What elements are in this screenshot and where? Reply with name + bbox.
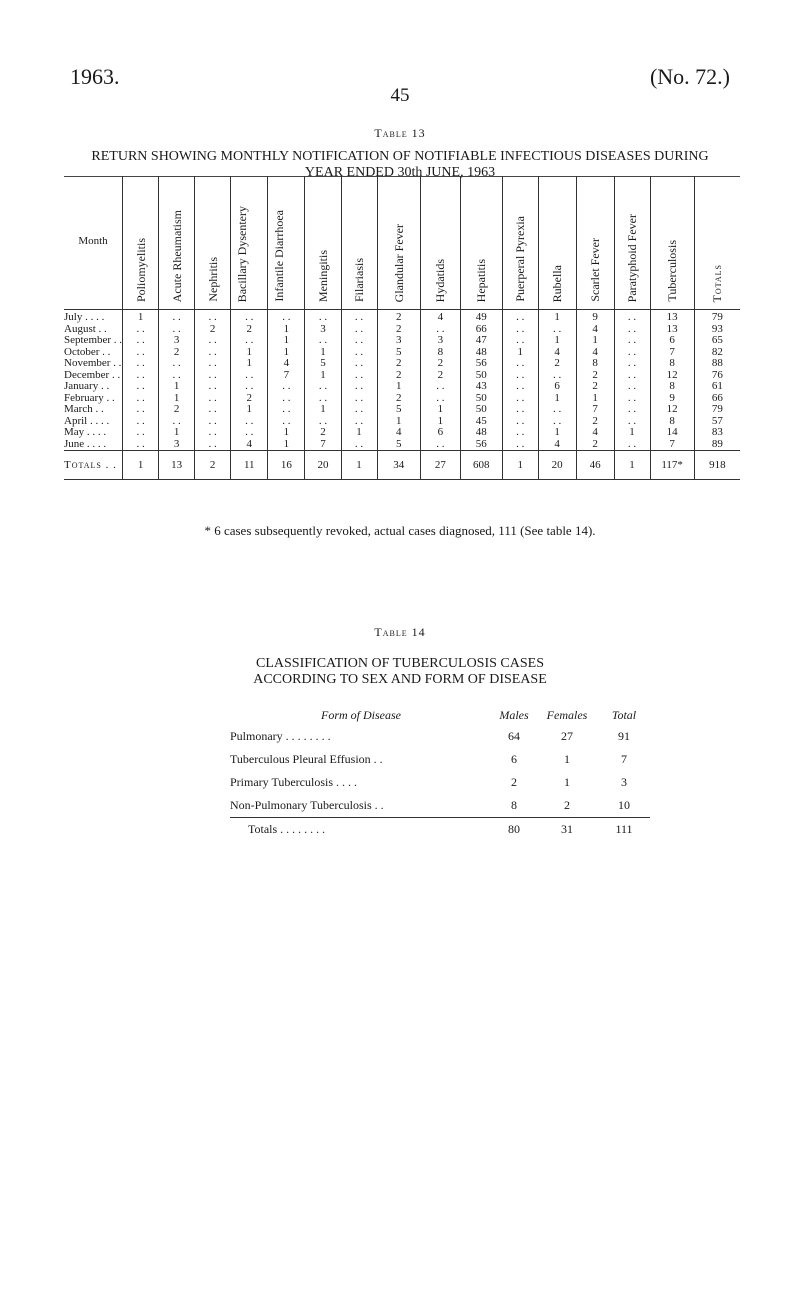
value-cell: 5: [377, 347, 420, 359]
table-row: [64, 310, 740, 324]
month-cell: July . . . .: [64, 311, 105, 323]
value-cell: 4: [421, 310, 461, 324]
form-of-disease-header: Form of Disease: [321, 707, 401, 722]
value-cell: 1: [538, 427, 576, 439]
value-cell: . .: [614, 358, 650, 370]
value-cell: . .: [502, 381, 538, 393]
value-cell: 8: [576, 358, 614, 370]
column-header: Poliomyelitis: [123, 177, 159, 310]
females-cell: 2: [564, 798, 570, 812]
value-cell: . .: [231, 381, 268, 393]
value-cell: . .: [305, 416, 341, 428]
table13-footnote: * 6 cases subsequently revoked, actual cases diagnosed, 111 (See table 14).: [204, 523, 596, 538]
males-cell: 64: [508, 729, 520, 743]
value-cell: . .: [614, 370, 650, 382]
month-cell: May . . . .: [64, 426, 107, 438]
value-cell: 7: [650, 439, 694, 451]
value-cell: . .: [195, 404, 231, 416]
value-cell: 1: [305, 370, 341, 382]
column-header: Rubella: [538, 177, 576, 310]
table-row: [64, 358, 740, 370]
value-cell: . .: [341, 416, 377, 428]
form-cell: Primary Tuberculosis . . . .: [230, 775, 358, 789]
form-cell: Non-Pulmonary Tuberculosis . .: [230, 798, 384, 812]
value-cell: . .: [231, 310, 268, 324]
value-cell: 8: [650, 416, 694, 428]
table-row: [230, 794, 650, 818]
value-cell: . .: [231, 416, 268, 428]
month-cell: December . .: [64, 368, 121, 381]
value-cell: . .: [538, 416, 576, 428]
males-header: Males: [499, 707, 529, 722]
value-cell: 2: [421, 370, 461, 382]
value-cell: 2: [377, 324, 420, 336]
month-cell: November . .: [64, 357, 122, 369]
value-cell: . .: [502, 393, 538, 405]
value-cell: 2: [576, 370, 614, 382]
value-cell: . .: [421, 439, 461, 451]
table13-title-line2: YEAR ENDED 30th JUNE, 1963: [304, 165, 496, 180]
males-cell: 6: [511, 752, 517, 766]
value-cell: 1: [576, 393, 614, 405]
value-cell: 2: [159, 404, 195, 416]
page-number: 45: [390, 85, 410, 106]
value-cell: 5: [377, 439, 420, 451]
table14-header-row: [230, 705, 650, 725]
value-cell: 1: [614, 427, 650, 439]
month-cell: October . .: [64, 345, 111, 358]
column-header: Glandular Fever: [377, 177, 420, 310]
value-cell: . .: [614, 324, 650, 336]
total-cell: 13: [159, 451, 195, 480]
column-header: Acute Rheumatism: [159, 177, 195, 310]
value-cell: . .: [159, 324, 195, 336]
value-cell: 1: [268, 335, 305, 347]
document-number: (No. 72.): [649, 64, 730, 89]
value-cell: 49: [460, 310, 502, 324]
value-cell: . .: [123, 381, 159, 393]
value-cell: 2: [231, 324, 268, 336]
value-cell: . .: [614, 404, 650, 416]
total-cell: 11: [231, 451, 268, 480]
value-cell: . .: [341, 404, 377, 416]
totals-label: Totals . .: [64, 451, 123, 480]
value-cell: 4: [576, 347, 614, 359]
value-cell: 9: [650, 393, 694, 405]
tuberculosis-table: [230, 705, 650, 840]
month-cell: August . .: [64, 322, 107, 335]
value-cell: 1: [502, 347, 538, 359]
column-header: Hepatitis: [460, 177, 502, 310]
table-row: [64, 347, 740, 359]
value-cell: 6: [650, 335, 694, 347]
value-cell: 50: [460, 393, 502, 405]
value-cell: . .: [502, 427, 538, 439]
value-cell: 2: [195, 324, 231, 336]
value-cell: 4: [377, 427, 420, 439]
month-cell: February . .: [64, 391, 115, 404]
total-cell: 608: [460, 451, 502, 480]
females-header: Females: [546, 707, 588, 722]
value-cell: 65: [694, 335, 740, 347]
value-cell: . .: [159, 310, 195, 324]
value-cell: 83: [694, 427, 740, 439]
value-cell: . .: [123, 324, 159, 336]
value-cell: . .: [421, 393, 461, 405]
total-header: Total: [611, 707, 637, 722]
month-cell: June . . . .: [64, 437, 107, 450]
value-cell: 76: [694, 370, 740, 382]
value-cell: . .: [614, 393, 650, 405]
column-header: Hydatids: [421, 177, 461, 310]
value-cell: 5: [377, 404, 420, 416]
value-cell: . .: [268, 310, 305, 324]
value-cell: 2: [377, 358, 420, 370]
value-cell: 56: [460, 358, 502, 370]
month-cell: January . .: [64, 380, 110, 392]
value-cell: 6: [421, 427, 461, 439]
value-cell: . .: [268, 416, 305, 428]
value-cell: 2: [159, 347, 195, 359]
value-cell: . .: [538, 324, 576, 336]
value-cell: . .: [502, 370, 538, 382]
column-header: Paratyphoid Fever: [614, 177, 650, 310]
value-cell: . .: [123, 335, 159, 347]
value-cell: . .: [195, 370, 231, 382]
totals-total: 111: [598, 818, 650, 841]
month-column-header: Month: [64, 177, 123, 310]
value-cell: 1: [377, 381, 420, 393]
table14-caption: Table 14: [374, 625, 426, 639]
value-cell: . .: [123, 370, 159, 382]
value-cell: 43: [460, 381, 502, 393]
table-row: [64, 416, 740, 428]
value-cell: . .: [614, 310, 650, 324]
males-cell: 8: [511, 798, 517, 812]
value-cell: 2: [576, 416, 614, 428]
females-cell: 1: [564, 752, 570, 766]
value-cell: 12: [650, 370, 694, 382]
value-cell: . .: [195, 347, 231, 359]
value-cell: 2: [377, 370, 420, 382]
value-cell: 1: [538, 310, 576, 324]
value-cell: . .: [195, 358, 231, 370]
value-cell: . .: [305, 393, 341, 405]
total-cell: 7: [621, 752, 627, 766]
totals-row: [64, 451, 740, 480]
table-row: [64, 393, 740, 405]
total-cell: 1: [341, 451, 377, 480]
value-cell: . .: [341, 393, 377, 405]
value-cell: 48: [460, 347, 502, 359]
value-cell: 1: [305, 347, 341, 359]
value-cell: . .: [502, 404, 538, 416]
value-cell: . .: [159, 370, 195, 382]
value-cell: 79: [694, 404, 740, 416]
value-cell: . .: [614, 416, 650, 428]
column-header: Tuberculosis: [650, 177, 694, 310]
value-cell: 2: [576, 381, 614, 393]
value-cell: 7: [305, 439, 341, 451]
value-cell: 82: [694, 347, 740, 359]
value-cell: . .: [341, 370, 377, 382]
value-cell: . .: [538, 370, 576, 382]
table-row: [64, 381, 740, 393]
table-row: [64, 335, 740, 347]
value-cell: 48: [460, 427, 502, 439]
table14-body: [230, 725, 650, 818]
males-cell: 2: [511, 775, 517, 789]
table-row: [64, 427, 740, 439]
value-cell: . .: [159, 358, 195, 370]
value-cell: 2: [305, 427, 341, 439]
value-cell: 56: [460, 439, 502, 451]
table13-header-row: [64, 177, 740, 310]
table13-body: [64, 310, 740, 451]
total-cell: 1: [502, 451, 538, 480]
value-cell: 61: [694, 381, 740, 393]
column-header: Nephritis: [195, 177, 231, 310]
totals-females: 31: [536, 818, 598, 841]
value-cell: . .: [502, 324, 538, 336]
females-cell: 1: [564, 775, 570, 789]
value-cell: 2: [377, 310, 420, 324]
table14-title: [0, 656, 800, 688]
value-cell: 2: [538, 358, 576, 370]
table14-totals-row: [230, 818, 650, 841]
value-cell: . .: [341, 310, 377, 324]
table-row: [230, 771, 650, 794]
table13-title-line1: RETURN SHOWING MONTHLY NOTIFICATION OF NOTIFIABLE INFECTIOUS DISEASES DURING: [91, 149, 709, 164]
value-cell: 1: [538, 335, 576, 347]
value-cell: 4: [268, 358, 305, 370]
value-cell: . .: [538, 404, 576, 416]
value-cell: 1: [377, 416, 420, 428]
value-cell: 4: [231, 439, 268, 451]
value-cell: . .: [421, 324, 461, 336]
value-cell: 7: [650, 347, 694, 359]
column-header: Meningitis: [305, 177, 341, 310]
month-cell: September . .: [64, 334, 123, 346]
table13-caption: Table 13: [374, 126, 426, 140]
total-cell: 16: [268, 451, 305, 480]
value-cell: . .: [341, 439, 377, 451]
value-cell: 5: [305, 358, 341, 370]
value-cell: . .: [305, 310, 341, 324]
value-cell: 9: [576, 310, 614, 324]
value-cell: 47: [460, 335, 502, 347]
value-cell: 3: [421, 335, 461, 347]
value-cell: . .: [195, 335, 231, 347]
month-cell: April . . . .: [64, 414, 110, 427]
table-row: [64, 324, 740, 336]
total-cell: 3: [621, 775, 627, 789]
value-cell: 1: [123, 310, 159, 324]
value-cell: 4: [576, 324, 614, 336]
value-cell: . .: [502, 335, 538, 347]
total-cell: 46: [576, 451, 614, 480]
value-cell: . .: [123, 427, 159, 439]
value-cell: . .: [614, 347, 650, 359]
column-header: Totals: [694, 177, 740, 310]
value-cell: . .: [305, 381, 341, 393]
value-cell: 1: [231, 358, 268, 370]
value-cell: 66: [694, 393, 740, 405]
value-cell: 12: [650, 404, 694, 416]
value-cell: 1: [421, 416, 461, 428]
value-cell: 1: [268, 347, 305, 359]
value-cell: 8: [650, 381, 694, 393]
value-cell: 1: [231, 347, 268, 359]
value-cell: . .: [421, 381, 461, 393]
table-row: [64, 370, 740, 382]
value-cell: . .: [614, 381, 650, 393]
value-cell: 1: [305, 404, 341, 416]
value-cell: 3: [159, 439, 195, 451]
form-cell: Pulmonary . . . . . . . .: [230, 729, 331, 743]
value-cell: 66: [460, 324, 502, 336]
value-cell: 93: [694, 324, 740, 336]
table14-title-line1: CLASSIFICATION OF TUBERCULOSIS CASES: [256, 656, 544, 671]
value-cell: 57: [694, 416, 740, 428]
total-cell: 918: [694, 451, 740, 480]
value-cell: 1: [159, 427, 195, 439]
value-cell: . .: [231, 335, 268, 347]
value-cell: . .: [195, 393, 231, 405]
value-cell: 3: [159, 335, 195, 347]
value-cell: 1: [268, 427, 305, 439]
value-cell: 1: [421, 404, 461, 416]
notifications-table: [64, 176, 740, 480]
value-cell: . .: [341, 347, 377, 359]
value-cell: 8: [650, 358, 694, 370]
value-cell: 1: [268, 324, 305, 336]
table-row: [64, 439, 740, 451]
table14-title-line2: ACCORDING TO SEX AND FORM OF DISEASE: [253, 672, 547, 687]
column-header: Puerperal Pyrexia: [502, 177, 538, 310]
value-cell: . .: [123, 358, 159, 370]
value-cell: . .: [341, 324, 377, 336]
value-cell: . .: [159, 416, 195, 428]
value-cell: 3: [305, 324, 341, 336]
value-cell: . .: [195, 416, 231, 428]
total-cell: 91: [618, 729, 630, 743]
value-cell: . .: [305, 335, 341, 347]
value-cell: 13: [650, 310, 694, 324]
value-cell: . .: [614, 439, 650, 451]
table-row: [64, 404, 740, 416]
total-cell: 2: [195, 451, 231, 480]
value-cell: 3: [377, 335, 420, 347]
value-cell: . .: [195, 310, 231, 324]
total-cell: 10: [618, 798, 630, 812]
total-cell: 20: [538, 451, 576, 480]
value-cell: 1: [576, 335, 614, 347]
value-cell: 1: [159, 393, 195, 405]
total-cell: 34: [377, 451, 420, 480]
value-cell: 4: [538, 439, 576, 451]
value-cell: . .: [502, 358, 538, 370]
value-cell: 2: [377, 393, 420, 405]
value-cell: 7: [268, 370, 305, 382]
value-cell: . .: [268, 381, 305, 393]
value-cell: 13: [650, 324, 694, 336]
table-row: [230, 725, 650, 748]
value-cell: . .: [502, 439, 538, 451]
value-cell: 1: [268, 439, 305, 451]
month-cell: March . .: [64, 403, 104, 415]
value-cell: 14: [650, 427, 694, 439]
value-cell: 4: [576, 427, 614, 439]
column-header: Scarlet Fever: [576, 177, 614, 310]
value-cell: 50: [460, 370, 502, 382]
value-cell: 89: [694, 439, 740, 451]
total-cell: 117*: [650, 451, 694, 480]
females-cell: 27: [561, 729, 573, 743]
value-cell: 4: [538, 347, 576, 359]
value-cell: 7: [576, 404, 614, 416]
form-cell: Tuberculous Pleural Effusion . .: [230, 752, 383, 766]
value-cell: 88: [694, 358, 740, 370]
value-cell: . .: [502, 310, 538, 324]
value-cell: . .: [195, 427, 231, 439]
value-cell: 79: [694, 310, 740, 324]
value-cell: 2: [576, 439, 614, 451]
value-cell: 50: [460, 404, 502, 416]
value-cell: . .: [123, 416, 159, 428]
value-cell: 1: [231, 404, 268, 416]
value-cell: . .: [268, 393, 305, 405]
value-cell: 45: [460, 416, 502, 428]
value-cell: . .: [123, 393, 159, 405]
value-cell: . .: [268, 404, 305, 416]
value-cell: 1: [341, 427, 377, 439]
total-cell: 20: [305, 451, 341, 480]
value-cell: . .: [231, 427, 268, 439]
table-row: [230, 748, 650, 771]
value-cell: 2: [231, 393, 268, 405]
column-header: Filariasis: [341, 177, 377, 310]
document-year: 1963.: [70, 64, 120, 89]
total-cell: 1: [614, 451, 650, 480]
value-cell: 2: [421, 358, 461, 370]
value-cell: . .: [502, 416, 538, 428]
value-cell: 8: [421, 347, 461, 359]
value-cell: 1: [538, 393, 576, 405]
value-cell: . .: [123, 404, 159, 416]
column-header: Infantile Diarrhoea: [268, 177, 305, 310]
total-cell: 1: [123, 451, 159, 480]
value-cell: . .: [341, 335, 377, 347]
value-cell: . .: [231, 370, 268, 382]
value-cell: . .: [341, 381, 377, 393]
column-header: Bacillary Dysentery: [231, 177, 268, 310]
value-cell: . .: [341, 358, 377, 370]
table14-totals-label: Totals . . . . . . . .: [230, 818, 492, 841]
value-cell: . .: [195, 381, 231, 393]
value-cell: . .: [195, 439, 231, 451]
value-cell: 1: [159, 381, 195, 393]
value-cell: . .: [123, 439, 159, 451]
total-cell: 27: [421, 451, 461, 480]
totals-males: 80: [492, 818, 536, 841]
value-cell: . .: [123, 347, 159, 359]
value-cell: . .: [614, 335, 650, 347]
value-cell: 6: [538, 381, 576, 393]
